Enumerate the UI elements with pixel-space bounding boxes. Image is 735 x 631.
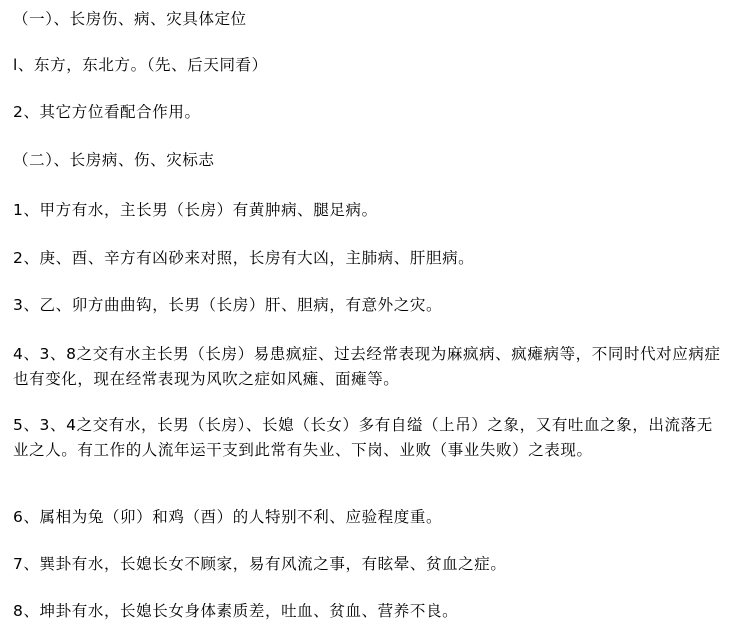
list-item: l、东方，东北方。（先、后天同看） xyxy=(13,56,268,74)
list-item: 3、乙、卯方曲曲钩，长男（长房）肝、胆病，有意外之灾。 xyxy=(13,296,443,314)
list-item: 8、坤卦有水，长媳长女身体素质差，吐血、贫血、营养不良。 xyxy=(13,602,459,620)
list-item: 2、其它方位看配合作用。 xyxy=(13,103,201,121)
section-heading-2: （二）、长房病、伤、灾标志 xyxy=(13,151,215,169)
list-item: 4、3、8之交有水主长男（长房）易患疯症、过去经常表现为麻疯病、疯瘫病等，不同时代对应病症也有变化，现在经常表现为风吹之症如风瘫、面瘫等。 xyxy=(13,345,721,388)
list-item: 7、巽卦有水，长媳长女不顾家，易有风流之事，有眩晕、贫血之症。 xyxy=(13,555,507,573)
list-item: 5、3、4之交有水，长男（长房）、长媳（长女）多有自缢（上吊）之象，又有吐血之象，出流落无业之人。有工作的人流年运干支到此常有失业、下岗、业败（事业失败）之表现。 xyxy=(13,416,713,459)
list-item: 1、甲方有水，主长男（长房）有黄肿病、腿足病。 xyxy=(13,201,378,219)
list-item: 6、属相为兔（卯）和鸡（酉）的人特别不利、应验程度重。 xyxy=(13,508,443,526)
list-item: 2、庚、酉、辛方有凶砂来对照，长房有大凶，主肺病、肝胆病。 xyxy=(13,249,475,267)
section-heading-1: （一）、长房伤、病、灾具体定位 xyxy=(13,10,247,28)
